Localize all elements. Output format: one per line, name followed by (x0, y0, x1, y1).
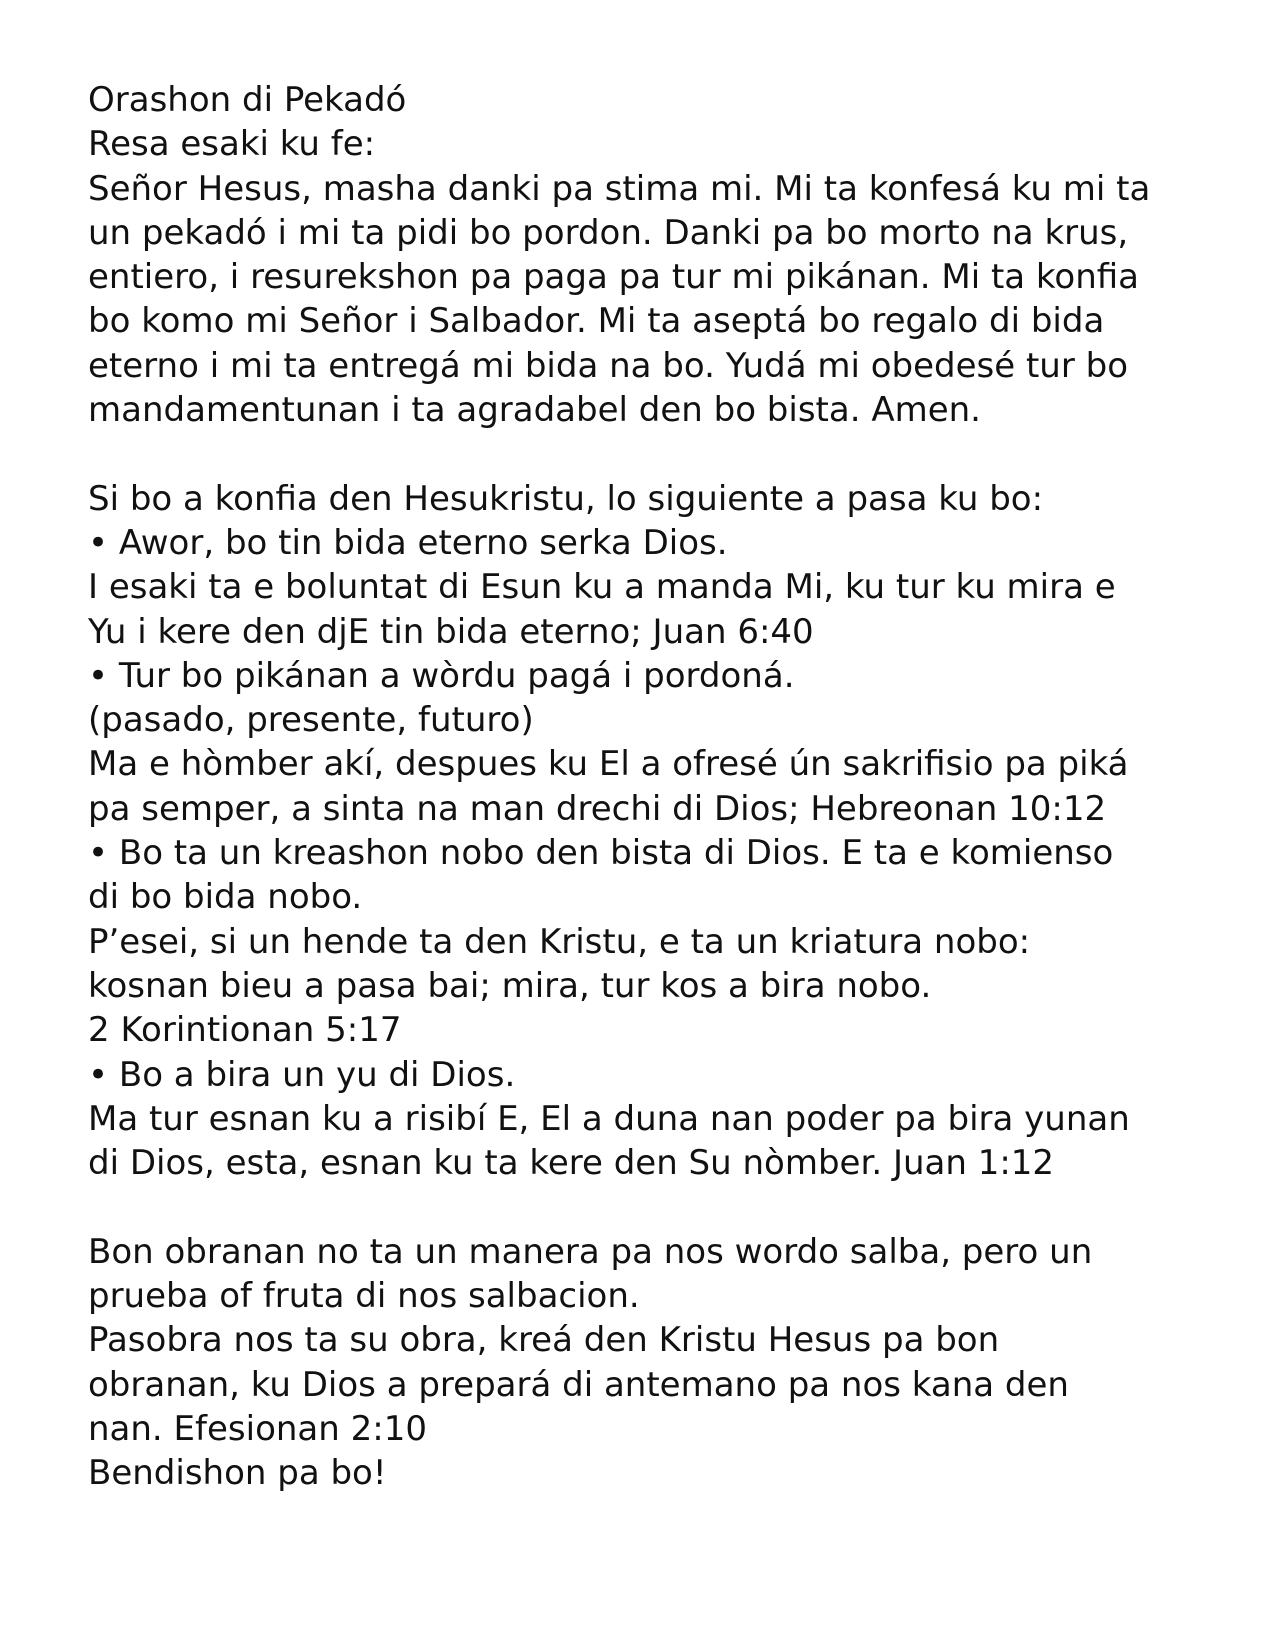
verse-line: Yu i kere den djE tin bida eterno; Juan 6:40 (88, 611, 814, 652)
verse-line: pa semper, a sinta na man drechi di Dios; Hebreonan 10:12 (88, 788, 1107, 829)
assurance-section (88, 477, 1208, 1186)
verse-reference: 2 Korintionan 5:17 (88, 1010, 402, 1051)
prayer-line: bo komo mi Señor i Salbador. Mi ta aseptá bo regalo di bida (88, 301, 1105, 342)
bullet-line: • Bo ta un kreashon nobo den bista di Dios. E ta e komienso (88, 833, 1114, 874)
paragraph-spacer (88, 432, 1208, 476)
bullet-line: • Bo a bira un yu di Dios. (88, 1054, 516, 1095)
paragraph-spacer (88, 1185, 1208, 1229)
verse-line: kosnan bieu a pasa bai; mira, tur kos a bira nobo. (88, 965, 932, 1006)
verse-line: obranan, ku Dios a prepará di antemano pa nos kana den (88, 1364, 1069, 1405)
verse-line: Ma tur esnan ku a risibí E, El a duna nan poder pa bira yunan (88, 1098, 1130, 1139)
bullet-line: • Awor, bo tin bida eterno serka Dios. (88, 522, 728, 563)
verse-line: di Dios, esta, esnan ku ta kere den Su nòmber. Juan 1:12 (88, 1143, 1055, 1184)
verse-line: I esaki ta e boluntat di Esun ku a manda Mi, ku tur ku mira e (88, 567, 1116, 608)
document-title: Orashon di Pekadó (88, 80, 407, 120)
prayer-line: Señor Hesus, masha danki pa stima mi. Mi ta konfesá ku mi ta (88, 168, 1151, 209)
closing-blessing: Bendishon pa bo! (88, 1453, 387, 1494)
prayer-line: un pekadó i mi ta pidi bo pordon. Danki pa bo morto na krus, (88, 212, 1129, 253)
document-page (88, 78, 1208, 1496)
bullet-line: • Tur bo pikánan a wòrdu pagá i pordoná. (88, 655, 795, 696)
prayer-paragraph (88, 167, 1208, 433)
verse-line: P’esei, si un hende ta den Kristu, e ta un kriatura nobo: (88, 921, 1031, 962)
verse-line: Ma e hòmber akí, despues ku El a ofresé ún sakrifisio pa piká (88, 744, 1129, 785)
prayer-line: entiero, i resurekshon pa paga pa tur mi pikánan. Mi ta konfia (88, 257, 1140, 298)
good-works-section (88, 1230, 1208, 1496)
prayer-line: mandamentunan i ta agradabel den bo bista. Amen. (88, 390, 981, 431)
section-line: prueba of fruta di nos salbacion. (88, 1276, 640, 1317)
section-line: di bo bida nobo. (88, 877, 363, 918)
intro-line: Resa esaki ku fe: (88, 124, 376, 165)
prayer-line: eterno i mi ta entregá mi bida na bo. Yudá mi obedesé tur bo (88, 345, 1129, 386)
section-line: (pasado, presente, futuro) (88, 700, 534, 741)
section-line: Si bo a konfia den Hesukristu, lo siguiente a pasa ku bo: (88, 478, 1044, 519)
section-line: Bon obranan no ta un manera pa nos wordo salba, pero un (88, 1231, 1093, 1272)
verse-line: nan. Efesionan 2:10 (88, 1408, 427, 1449)
verse-line: Pasobra nos ta su obra, kreá den Kristu Hesus pa bon (88, 1320, 1000, 1361)
